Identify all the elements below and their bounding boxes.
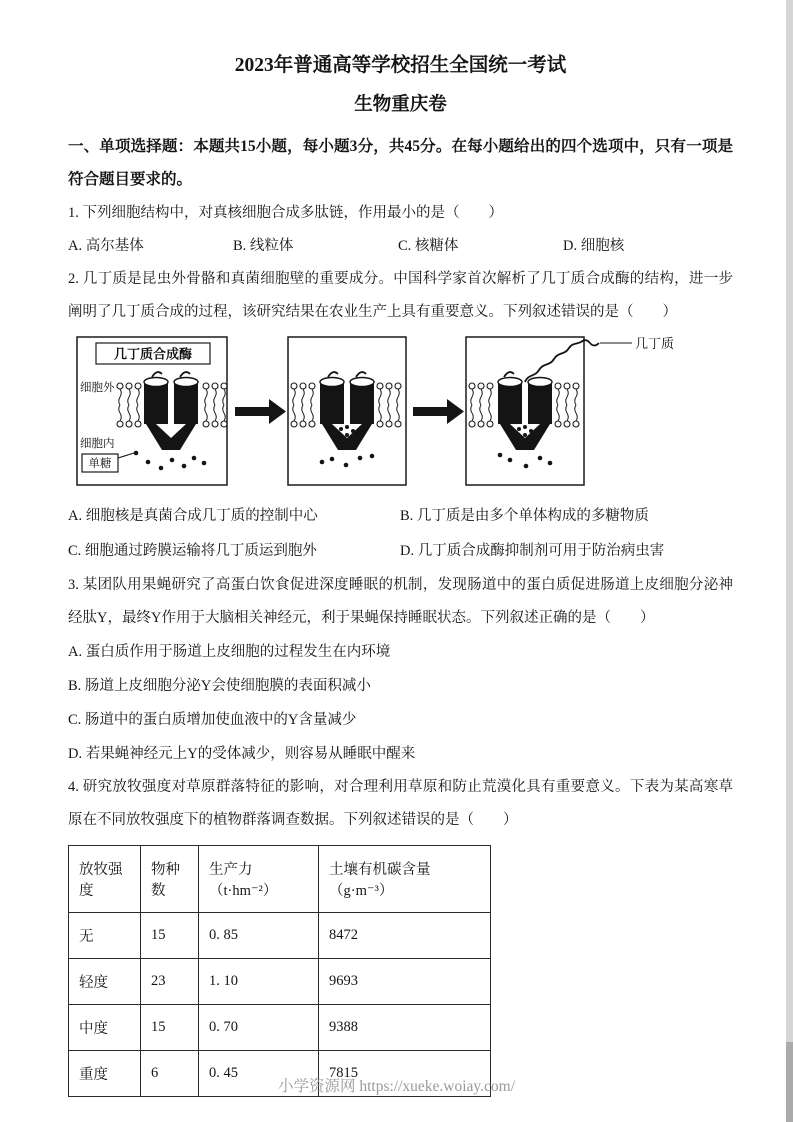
- option-3b: B. 肠道上皮细胞分泌Y会使细胞膜的表面积减小: [68, 677, 371, 694]
- cell-productivity: 0. 85: [199, 912, 319, 958]
- question-1-options: [68, 230, 733, 263]
- monosaccharide-label: 单糖: [88, 457, 112, 470]
- extracellular-label: 细胞外: [80, 381, 115, 394]
- option-1a: A. 高尔基体: [68, 237, 144, 254]
- grazing-data-table: [68, 845, 491, 1097]
- option-2a: A. 细胞核是真菌合成几丁质的控制中心: [68, 507, 318, 524]
- figure-panel-intermediate: [288, 337, 406, 485]
- page-edge-strip-bottom: [786, 1042, 793, 1122]
- option-1c: C. 核糖体: [398, 237, 459, 254]
- cell-carbon: 7815: [319, 1050, 491, 1096]
- table-row: [69, 1004, 491, 1050]
- chitin-figure-svg: [76, 332, 696, 490]
- table-row: [69, 912, 491, 958]
- cell-intensity: 中度: [69, 1004, 141, 1050]
- option-3a: A. 蛋白质作用于肠道上皮细胞的过程发生在内环境: [68, 643, 391, 660]
- table-header-row: [69, 845, 491, 912]
- cell-species: 6: [141, 1050, 199, 1096]
- cell-intensity: 重度: [69, 1050, 141, 1096]
- footer-site-text: 小学资源网 https://xueke.woiay.com/: [277, 1078, 516, 1095]
- process-arrow-2: [413, 399, 464, 424]
- option-3d: D. 若果蝇神经元上Y的受体减少，则容易从睡眠中醒来: [68, 745, 416, 762]
- question-4-stem: 4. 研究放牧强度对草原群落特征的影响，对合理利用草原和防止荒漠化具有重要意义。下表为某高寒草原在不同放牧强度下的植物群落调查数据。下列叙述错误的是（ ）: [68, 778, 733, 828]
- cell-intensity: 无: [69, 912, 141, 958]
- chitin-label: 几丁质: [635, 335, 675, 351]
- cell-species: 15: [141, 1004, 199, 1050]
- question-3-stem: 3. 某团队用果蝇研究了高蛋白饮食促进深度睡眠的机制，发现肠道中的蛋白质促进肠道上皮细胞分泌神经肽Y，最终Y作用于大脑相关神经元，利于果蝇保持睡眠状态。下列叙述正确的是（ ）: [68, 576, 733, 626]
- col-header-soil-carbon: 土壤有机碳含量（g·m⁻³）: [319, 845, 491, 912]
- exam-subtitle: 生物重庆卷: [354, 95, 447, 116]
- process-arrow-1: [235, 399, 286, 424]
- cell-intensity: 轻度: [69, 958, 141, 1004]
- exam-title: 2023年普通高等学校招生全国统一考试: [234, 55, 567, 76]
- chitin-synthesis-figure: [76, 332, 733, 495]
- cell-species: 23: [141, 958, 199, 1004]
- figure-panel-initial: [77, 337, 227, 485]
- question-3-options: [68, 635, 733, 771]
- question-2-options: [68, 499, 733, 569]
- cell-productivity: 0. 45: [199, 1050, 319, 1096]
- option-2d: D. 几丁质合成酶抑制剂可用于防治病虫害: [400, 542, 665, 559]
- page-edge-strip: [786, 0, 793, 1122]
- section-instructions: 一、单项选择题：本题共15小题，每小题3分，共45分。在每小题给出的四个选项中，只有一项是符合题目要求的。: [68, 137, 733, 188]
- cell-productivity: 0. 70: [199, 1004, 319, 1050]
- enzyme-label: 几丁质合成酶: [113, 346, 193, 362]
- col-header-productivity: 生产力（t·hm⁻²）: [199, 845, 319, 912]
- figure-panel-final: [466, 337, 599, 485]
- option-2b: B. 几丁质是由多个单体构成的多糖物质: [400, 507, 649, 524]
- cell-carbon: 9388: [319, 1004, 491, 1050]
- option-3c: C. 肠道中的蛋白质增加使血液中的Y含量减少: [68, 711, 357, 728]
- question-2-stem: 2. 几丁质是昆虫外骨骼和真菌细胞壁的重要成分。中国科学家首次解析了几丁质合成酶的结构，进一步阐明了几丁质合成的过程，该研究结果在农业生产上具有重要意义。下列叙述错误的是（ ）: [68, 270, 733, 320]
- option-2c: C. 细胞通过跨膜运输将几丁质运到胞外: [68, 542, 317, 559]
- intracellular-label: 细胞内: [80, 437, 115, 450]
- option-1b: B. 线粒体: [233, 237, 294, 254]
- cell-carbon: 9693: [319, 958, 491, 1004]
- option-1d: D. 细胞核: [563, 237, 625, 254]
- question-1-stem: 1. 下列细胞结构中，对真核细胞合成多肽链，作用最小的是（ ）: [68, 204, 503, 221]
- footer-watermark: [0, 1074, 793, 1096]
- col-header-grazing-intensity: 放牧强度: [69, 845, 141, 912]
- cell-productivity: 1. 10: [199, 958, 319, 1004]
- table-row: [69, 958, 491, 1004]
- cell-species: 15: [141, 912, 199, 958]
- cell-carbon: 8472: [319, 912, 491, 958]
- col-header-species-count: 物种数: [141, 845, 199, 912]
